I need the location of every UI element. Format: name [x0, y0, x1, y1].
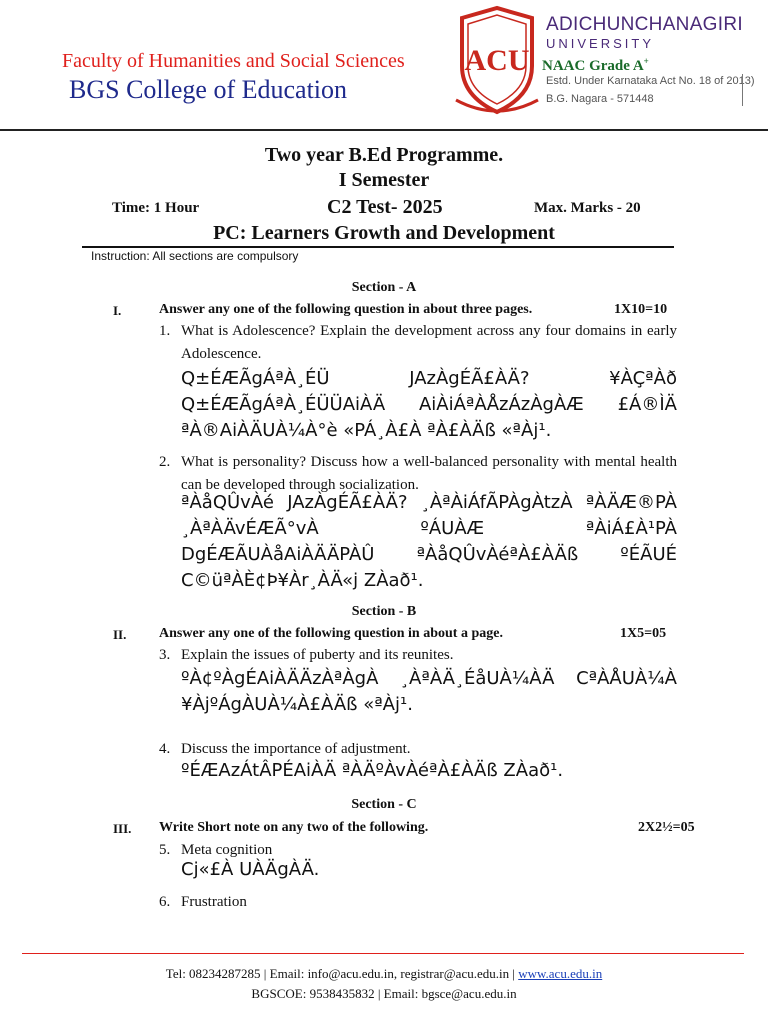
question-text: Frustration: [181, 894, 247, 910]
subject-divider: [82, 246, 674, 248]
question-5-kannada: Cj«£À UÀÄgÀÄ.: [181, 859, 320, 880]
section-a-marks: 1X10=10: [614, 302, 668, 317]
section-c-marks: 2X2½=05: [638, 820, 695, 835]
logo-lettering: ACU: [464, 44, 530, 77]
website-link[interactable]: www.acu.edu.in: [518, 966, 603, 981]
section-b-instruction: Answer any one of the following question in about a page.: [159, 626, 503, 641]
faculty-name: Faculty of Humanities and Social Sciences: [62, 50, 405, 72]
question-1: [159, 320, 677, 366]
university-location: B.G. Nagara - 571448: [546, 93, 654, 105]
max-marks: Max. Marks - 20: [534, 200, 641, 216]
question-number: 6.: [159, 894, 171, 910]
question-6: [159, 891, 677, 914]
naac-grade: NAAC Grade A+: [542, 56, 649, 74]
footer-bgscoe: BGSCOE: 9538435832 | Email: bgsce@acu.edu.in: [251, 986, 517, 1001]
footer-contact: [0, 966, 768, 982]
section-a-roman: I.: [113, 303, 122, 318]
question-2-kannada: ªÀåQÛvÀé JAzÀgÉÃ£ÀÄ? ¸ÀªÀiÁfÃPÀgÀtzÀ ªÀÄÆ®PÀ ¸ÀªÀÄvÉÆÃ°vÀ ºÁUÀÆ ªÀiÁ£À¹PÀ DgÉÆÃUÀåAiÀÄÄPÀÛ ªÀåQÛvÀéªÀ£ÀÄß ºÉÃUÉ C©üªÀÈ¢Þ¥Àr¸ÀÄ«j ZÀað¹.: [181, 492, 677, 591]
section-a-instruction: Answer any one of the following question in about three pages.: [159, 302, 533, 317]
section-b-title: Section - B: [351, 604, 417, 619]
semester-title: I Semester: [338, 169, 430, 191]
section-c-instruction: Write Short note on any two of the following.: [159, 820, 429, 835]
question-3: [159, 644, 677, 667]
question-1-kannada: Q±ÉÆÃgÁªÀ¸ÉÜ JAzÀgÉÃ£ÀÄ? ¥ÀÇªÀð Q±ÉÆÃgÁªÀ¸ÉÜÜAiÀÄ AiÀiÁªÀÅzÁzÀgÀÆ £Á®ÌÄ ªÀ®AiÀÄUÀ¼À°è «PÁ¸À£À ªÀ£ÀÄß «ªÀj¹.: [181, 368, 677, 441]
question-number: 2.: [159, 454, 171, 470]
footer-contact-text: Tel: 08234287285 | Email: info@acu.edu.in, registrar@acu.edu.in |: [165, 966, 519, 981]
test-title: C2 Test- 2025: [327, 196, 443, 218]
section-c-title: Section - C: [351, 797, 417, 812]
exam-time: Time: 1 Hour: [112, 200, 200, 216]
footer-divider: [22, 953, 744, 954]
programme-title: Two year B.Ed Programme.: [264, 144, 504, 166]
question-text: Discuss the importance of adjustment.: [181, 741, 411, 757]
question-4-kannada: ºÉÆAzÁtÂPÉAiÀÄ ªÀÄºÀvÀéªÀ£ÀÄß ZÀað¹.: [181, 760, 564, 781]
establishment-note: Estd. Under Karnataka Act No. 18 of 2013): [546, 75, 755, 87]
university-logo-icon: [452, 4, 542, 116]
question-text: Meta cognition: [181, 842, 273, 858]
question-text: Explain the issues of puberty and its reunites.: [181, 647, 454, 663]
section-b-marks: 1X5=05: [620, 626, 667, 641]
question-number: 5.: [159, 842, 171, 858]
section-a-title: Section - A: [351, 280, 417, 295]
section-c-roman: III.: [113, 821, 132, 836]
exam-instruction: Instruction: All sections are compulsory: [91, 249, 299, 263]
university-subtitle: UNIVERSITY: [546, 36, 655, 51]
header-divider: [0, 129, 768, 131]
question-3-kannada: ºÀ¢ºÀgÉAiÀÄÄzÀªÀgÀ ¸ÀªÀÄ¸ÉåUÀ¼ÀÄ CªÀÅUÀ¼À ¥ÀjºÁgÀUÀ¼À£ÀÄß «ªÀj¹.: [181, 668, 677, 715]
university-name: ADICHUNCHANAGIRI: [546, 14, 743, 35]
section-b-roman: II.: [113, 627, 127, 642]
question-number: 3.: [159, 647, 171, 663]
subject-title: PC: Learners Growth and Development: [213, 222, 555, 244]
question-number: 1.: [159, 323, 171, 339]
question-text: What is Adolescence? Explain the development across any four domains in early Adolescence.: [181, 323, 677, 362]
question-number: 4.: [159, 741, 171, 757]
question-text: What is personality? Discuss how a well-balanced personality with mental health can be developed through socialization.: [181, 454, 677, 493]
college-name: BGS College of Education: [69, 75, 348, 104]
establishment-bracket: [739, 74, 743, 106]
